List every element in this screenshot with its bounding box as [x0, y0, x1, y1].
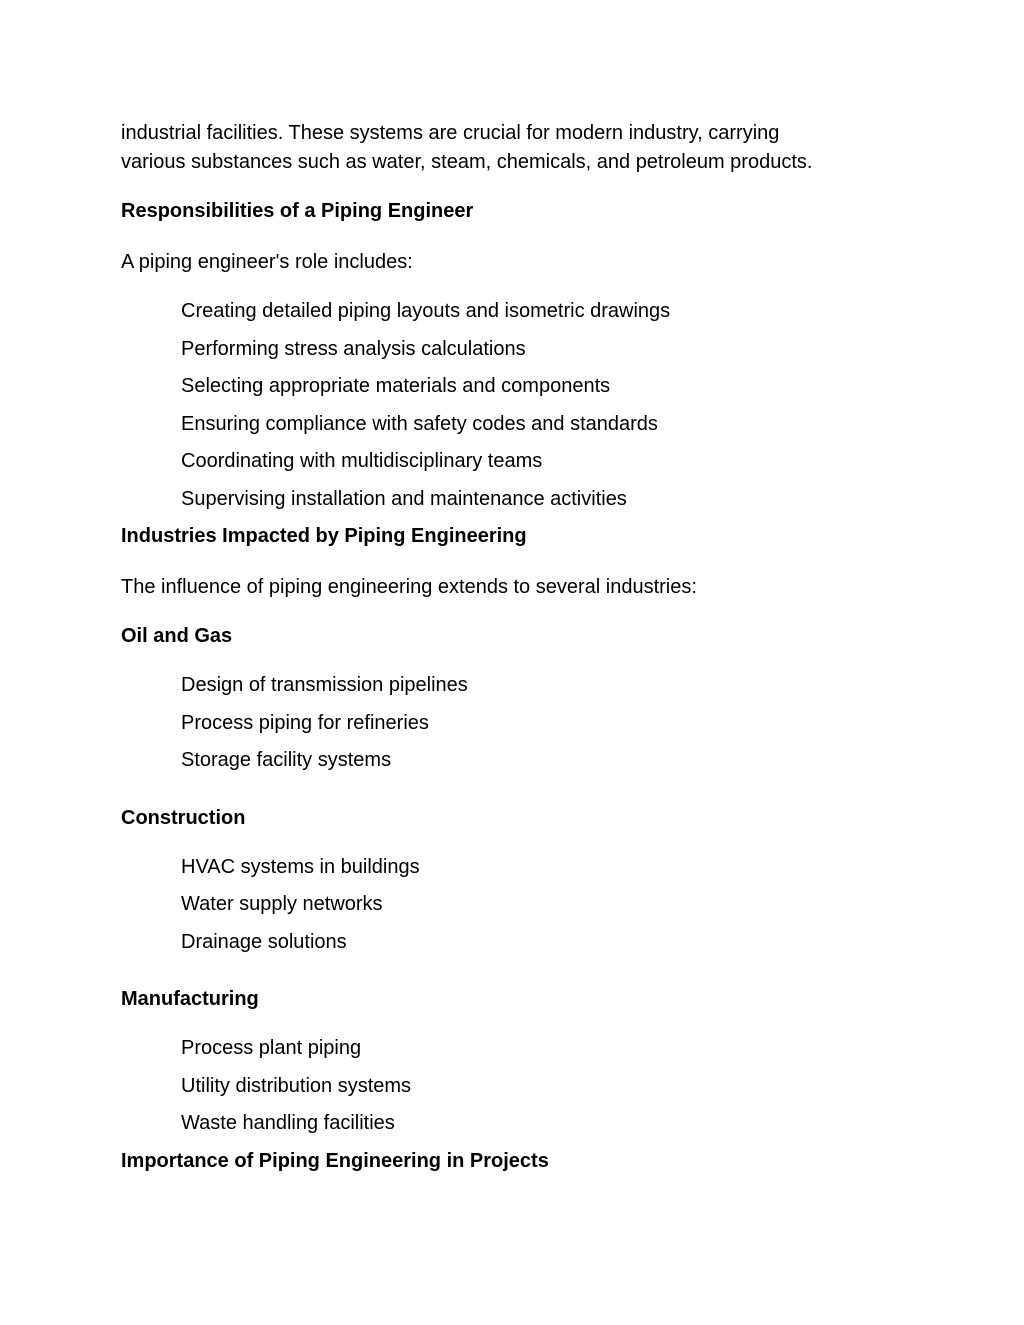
intro-line-1: industrial facilities. These systems are crucial for modern industry, carrying: [121, 122, 780, 144]
list-item: Utility distribution systems: [181, 1075, 412, 1097]
list-item: Waste handling facilities: [181, 1112, 395, 1134]
list-item: Performing stress analysis calculations: [181, 338, 526, 360]
intro-line-2: various substances such as water, steam, chemicals, and petroleum products.: [121, 151, 813, 173]
list-item: Process piping for refineries: [181, 712, 429, 734]
list-item: Selecting appropriate materials and components: [181, 375, 611, 397]
list-item: Supervising installation and maintenance activities: [181, 488, 627, 510]
list-item: Drainage solutions: [181, 931, 347, 953]
list-item: Storage facility systems: [181, 749, 392, 771]
importance-heading: Importance of Piping Engineering in Projects: [121, 1150, 549, 1172]
responsibilities-heading: Responsibilities of a Piping Engineer: [121, 200, 474, 222]
construction-heading: Construction: [121, 807, 246, 829]
responsibilities-lead: A piping engineer's role includes:: [121, 251, 413, 273]
industries-lead: The influence of piping engineering extends to several industries:: [121, 576, 697, 598]
list-item: Coordinating with multidisciplinary teams: [181, 450, 543, 472]
list-item: Creating detailed piping layouts and isometric drawings: [181, 300, 671, 322]
list-item: HVAC systems in buildings: [181, 856, 420, 878]
list-item: Ensuring compliance with safety codes and standards: [181, 413, 658, 435]
manufacturing-heading: Manufacturing: [121, 988, 259, 1010]
list-item: Process plant piping: [181, 1037, 362, 1059]
list-item: Design of transmission pipelines: [181, 674, 468, 696]
oil-gas-heading: Oil and Gas: [121, 625, 233, 647]
industries-heading: Industries Impacted by Piping Engineering: [121, 525, 527, 547]
list-item: Water supply networks: [181, 893, 383, 915]
